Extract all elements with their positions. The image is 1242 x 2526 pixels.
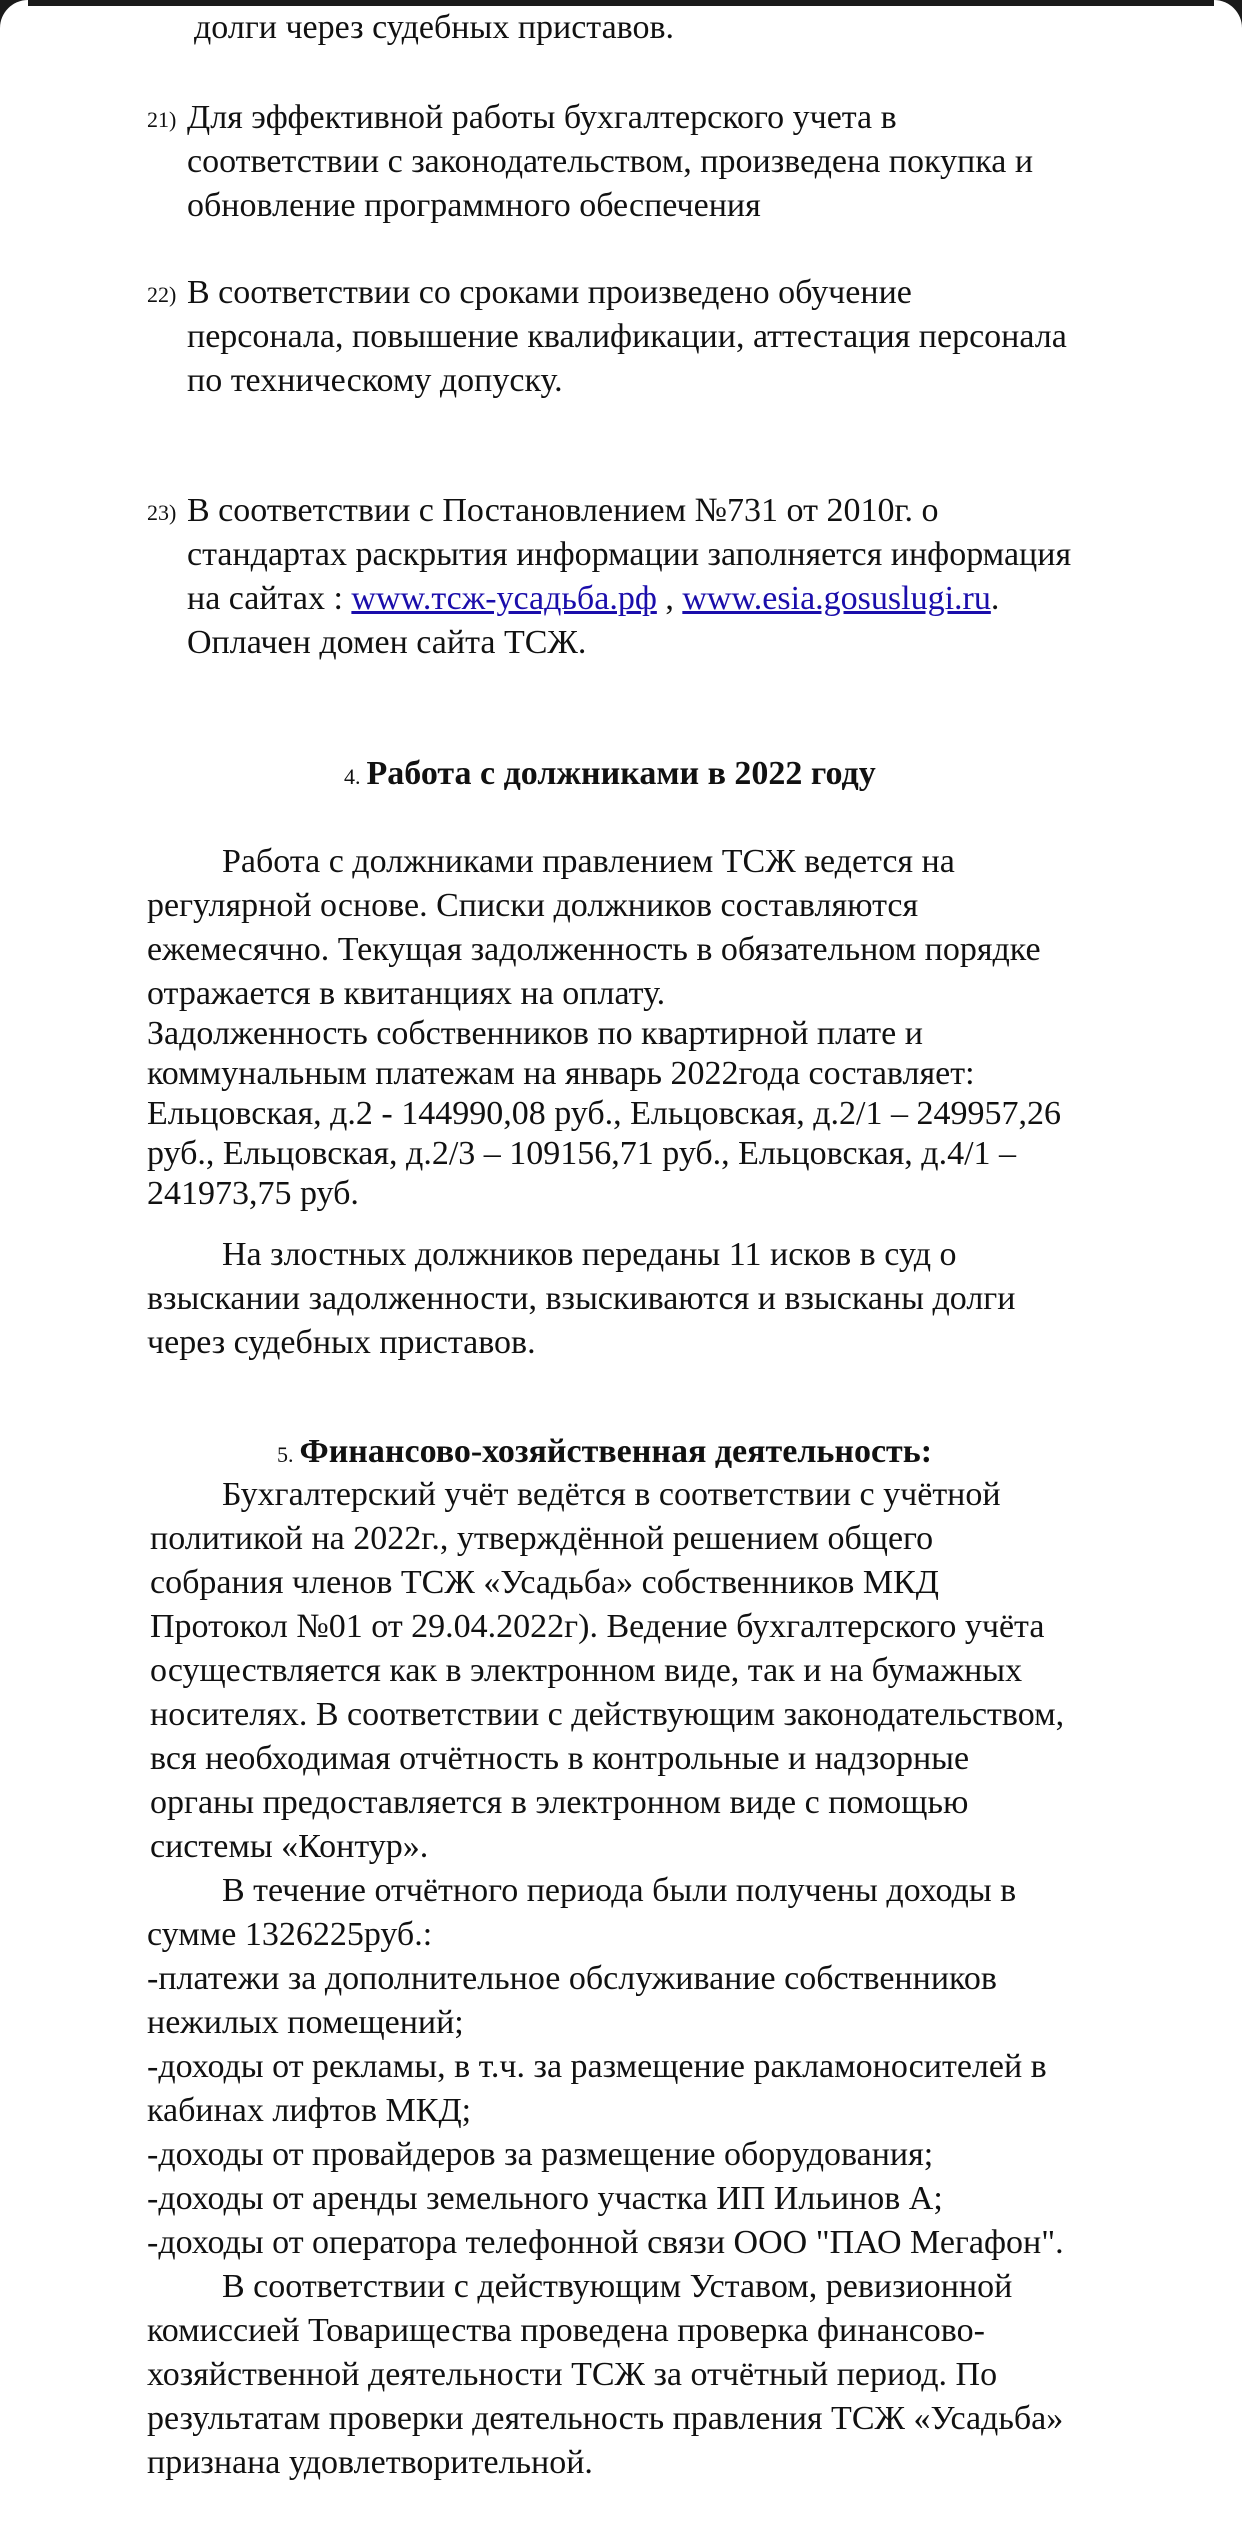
list-item-23-line [187, 577, 999, 621]
list-item-23-line: В соответствии с Постановлением №731 от 2010г. о [187, 492, 939, 529]
list-item-23-line: стандартах раскрытия информации заполняется информация [187, 536, 1072, 573]
section-4-text-line: взыскании задолженности, взыскиваются и взысканы долги [147, 1280, 1016, 1317]
section-4-text-line: Задолженность собственников по квартирной плате и [147, 1015, 923, 1052]
section-5-text-line: В соответствии с действующим Уставом, ревизионной [222, 2268, 1013, 2305]
sites-separator: , [656, 580, 683, 617]
list-item-22-line: персонала, повышение квалификации, аттестация персонала [187, 318, 1067, 355]
section-5-heading [277, 1430, 932, 1477]
section-5-text-line: хозяйственной деятельности ТСЖ за отчётный период. По [147, 2356, 998, 2393]
section-5-text-line: Бухгалтерский учёт ведётся в соответствии с учётной [222, 1476, 1001, 1513]
top-fragment-line: долги через судебных приставов. [194, 9, 675, 46]
income-list-item: -доходы от рекламы, в т.ч. за размещение ракламоносителей в [147, 2048, 1047, 2085]
list-item-21-line: соответствии с законодательством, произведена покупка и [187, 143, 1034, 180]
section-5-text-line: собрания членов ТСЖ «Усадьба» собственников МКД [150, 1564, 939, 1601]
site-link-gosuslugi[interactable]: www.esia.gosuslugi.ru [682, 580, 991, 617]
section-5-text-line: осуществляется как в электронном виде, так и на бумажных [150, 1652, 1023, 1689]
section-5-text-line: комиссией Товарищества проведена проверка финансово- [147, 2312, 985, 2349]
section-4-text-line: Ельцовская, д.2 - 144990,08 руб., Ельцовская, д.2/1 – 249957,26 [147, 1095, 1061, 1132]
section-4-text-line: через судебных приставов. [147, 1324, 536, 1361]
income-list-item: нежилых помещений; [147, 2004, 464, 2041]
section-4-text-line: Работа с должниками правлением ТСЖ ведется на [222, 843, 955, 880]
income-list-item: кабинах лифтов МКД; [147, 2092, 472, 2129]
income-list-item: -платежи за дополнительное обслуживание собственников [147, 1960, 997, 1997]
section-4-text-line: ежемесячно. Текущая задолженность в обязательном порядке [147, 931, 1041, 968]
section-4-title: Работа с должниками в 2022 году [366, 755, 876, 792]
sites-suffix: . [990, 580, 1000, 617]
list-item-number-22: 22) [147, 282, 177, 307]
income-list-item: -доходы от провайдеров за размещение оборудования; [147, 2136, 934, 2173]
section-4-text-line: отражается в квитанциях на оплату. [147, 975, 666, 1012]
section-4-heading [344, 752, 876, 799]
income-list-item: -доходы от оператора телефонной связи ООО "ПАО Мегафон". [147, 2224, 1064, 2261]
section-5-text-line: вся необходимая отчётность в контрольные и надзорные [150, 1740, 970, 1777]
section-4-text-line: 241973,75 руб. [147, 1175, 359, 1212]
list-item-22-line: В соответствии со сроками произведено обучение [187, 274, 912, 311]
income-list-item: -доходы от аренды земельного участка ИП Ильинов А; [147, 2180, 943, 2217]
section-5-text-line: сумме 1326225руб.: [147, 1916, 433, 1953]
section-4-text-line: регулярной основе. Списки должников составляются [147, 887, 919, 924]
list-item-number-23: 23) [147, 500, 177, 525]
section-5-number: 5. [277, 1442, 294, 1467]
list-item-22-line: по техническому допуску. [187, 362, 563, 399]
section-5-text-line: политикой на 2022г., утверждённой решением общего [150, 1520, 934, 1557]
site-link-tsj[interactable]: www.тсж-усадьба.рф [351, 580, 657, 617]
section-5-text-line: носителях. В соответствии с действующим законодательством, [150, 1696, 1065, 1733]
section-4-text-line: руб., Ельцовская, д.2/3 – 109156,71 руб., Ельцовская, д.4/1 – [147, 1135, 1017, 1172]
list-item-number-21: 21) [147, 107, 177, 132]
list-item-23-line: Оплачен домен сайта ТСЖ. [187, 624, 587, 661]
section-4-text-line: коммунальным платежам на январь 2022года составляет: [147, 1055, 975, 1092]
section-5-title: Финансово-хозяйственная деятельность: [299, 1433, 933, 1470]
section-5-text-line: В течение отчётного периода были получены доходы в [222, 1872, 1017, 1909]
section-5-text-line: системы «Контур». [150, 1828, 429, 1865]
section-5-text-line: Протокол №01 от 29.04.2022г). Ведение бухгалтерского учёта [150, 1608, 1045, 1645]
section-5-text-line: органы предоставляется в электронном виде с помощью [150, 1784, 969, 1821]
list-item-21-line: Для эффективной работы бухгалтерского учета в [187, 99, 897, 136]
section-4-text-line: На злостных должников переданы 11 исков в суд о [222, 1236, 957, 1273]
list-item-21-line: обновление программного обеспечения [187, 187, 761, 224]
sites-prefix: на сайтах : [187, 580, 352, 617]
section-4-number: 4. [344, 764, 361, 789]
section-5-text-line: признана удовлетворительной. [147, 2444, 593, 2481]
section-5-text-line: результатам проверки деятельность правления ТСЖ «Усадьба» [147, 2400, 1064, 2437]
